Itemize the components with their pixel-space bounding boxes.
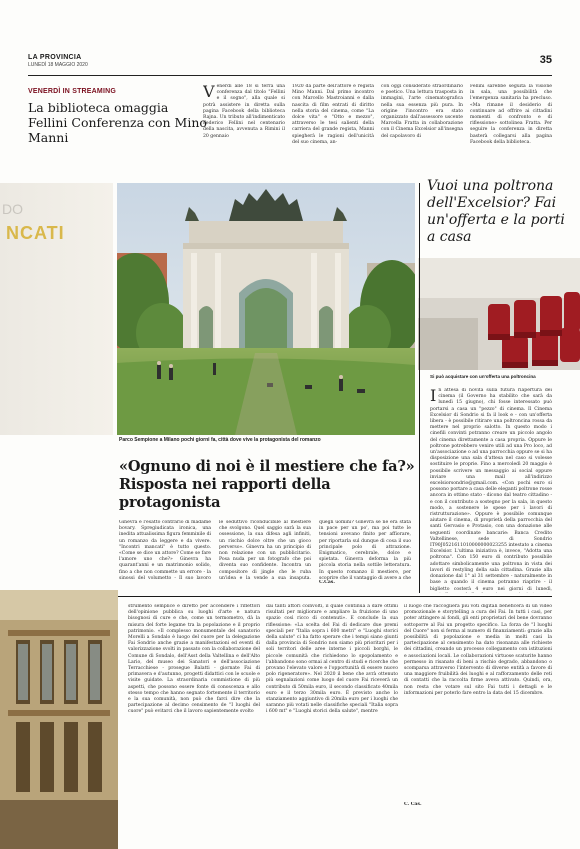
bottom-story-col-2: dai tanti attori coinvolti, il quale continua a dare ottimi risultati per migliorare e ampliare la fruizione di uno spazio così ricco di contenuti». E conclude la sua riflessione: «La scelta del Fai di dedicare due premi speciali per "Italia sopra i 600 metri" e "Luoghi storici della salute" ci ha fatto sperare che i tempi siano giunti dalla provincia di Sondrio non siamo più prioritari per i soli territori delle aree interne i piccoli borghi, le piccole comunità che richiedono lo spopolamento e l'abbandono sono ormai al centro di studi e ricerche che provano l'elevato valore e l'opportunità di essere nuovo polo rigeneratore». Nel 2020 il bene che avrà ottenuto più segnalazioni come luogo del cuore Fai riceverà un contributo di 50mila euro, il secondo classificato 40mila euro e il terzo 30mila euro. È previsto anche lo stanziamento aggiuntivo di 20mila euro per i luoghi che saranno più votati nelle classifiche speciali "Italia sopra i 600 mt" e "Luoghi storici della salute", mentre bbox=[266, 604, 398, 715]
dropcap-i: I bbox=[430, 388, 437, 405]
photo-caption: Parco Sempione a Milano pochi giorni fa, città dove vive la protagonista del romanzo bbox=[119, 437, 321, 443]
top-story-col-1 bbox=[203, 84, 285, 170]
cropped-text-fragment: DO bbox=[2, 201, 23, 217]
top-story-kicker: VENERDÌ IN STREAMING bbox=[28, 88, 117, 95]
sidebar-photo-caption: Si può acquistare con un'offerta una poltroncina bbox=[430, 374, 536, 379]
column-rule bbox=[419, 183, 420, 593]
sidebar-body bbox=[430, 388, 552, 593]
arch-of-peace-photo bbox=[117, 183, 415, 435]
top-story-col-1-text: enerdì alle 18 si terrà una conferenza dal titolo "Fellini e il sogno", alla quale si potrà assistere in diretta sulla pagina Facebook della biblioteca Rajna. Un tributo all'indimenticato Federico Fellini nel centenario della nascita, avvenuta a Rimini il 20 gennaio bbox=[203, 84, 285, 139]
paper-name: LA PROVINCIA bbox=[28, 54, 82, 61]
page-number: 35 bbox=[539, 54, 552, 66]
sanatorium-illustration bbox=[0, 590, 118, 849]
cropped-title-fragment: NCATI bbox=[6, 223, 65, 243]
dropcap-v: V bbox=[203, 84, 215, 101]
section-rule bbox=[118, 596, 552, 597]
sidebar-body-text: n attesa di novità sulla futura riapertura dei cinema (il Governo ha stabilito che sarà da lunedì 15 giugno), chi fosse interessato può portarsi a casa un "pezzo" di cinema. Il Cinema Excelsior di Sondrio si fa il look e - con un'offerta libera - è possibile ritirare una poltroncina rossa da mettere nel proprio salotto. In questo modo i cinefili convinti potranno creare un piccolo angolo del cinema direttamente a casa propria. Oppure le poltrone potrebbero venire utili ad una Pro loco, ad un'associazione o ad una parrocchia oppure se si ha disposizione una sala d'attesa nel caso si volesse sostituire le proprie. Fino a mercoledì 20 maggio è possibile scrivere un messaggio ai social oppure inviare una mail all'indirizzo excelsiorsondrio@gmail.com. «Con pochi euro si possono portare a casa delle eleganti poltrone rosse ancora in ottimo stato - dicono dal teatro cittadino - e con il contributo a sostegno per la sala, in questo modo, a sostenere le spese per i lavori di ristrutturazione». Oppure è possibile comunque aiutare il cinema, di proprietà della parrocchia del santi Gervasio e Protasio, con una donazione alle seguenti coordinate bancarie: Banca Credito Valtellinese, sede di Sondrio IT90J0521611010000000023255 intestato a cinema Excelsior. L'ultima iniziativa è, invece, "Adotta una poltrona". Con 150 euro di contributo possibile adottare simbolicamente una poltrona in vista dei lavori di restyling della sala cittadina. Grazie alla donazione dal 1° al 31 settembre - naturalmente in base a quando il cinema potranno riaprire - il biglietto costerà 4 euro nei giorni di lunedì, bbox=[430, 388, 552, 592]
main-story-col-3-text: quegli uomini? Ginevra se ne era stata in pace per un po', ma poi tutte le tensioni avevano finito per affiorare, per riportarla sul dunque di cosa il suo principale polo di attrazione. Enigmatico, cerebrale, dolce e spietata. Ginevra deforma la più piccola storia nella sottile letteratura. In questo romanzo il mestiere, per scoprire che il vantaggio di avere a che bbox=[319, 520, 411, 580]
issue-date: LUNEDÌ 18 MAGGIO 2020 bbox=[28, 62, 88, 68]
park-photo-illustration bbox=[117, 183, 415, 435]
main-story-col-3 bbox=[319, 520, 411, 580]
top-story-headline: La biblioteca omaggia Fellini Conferenza con Mino Manni bbox=[28, 100, 207, 145]
main-story-col-1: Ginevra è l'esatto contrario di madame bovary. Spregiudicata ironica, una inedita attualissima figura femminile di un romanzo da leggere e da vivere. "Incontri mancati" è tutto questo. «Come se dice un attore? Come se fare l'amore uno che?» Ginevra ha quarant'anni e un matrimonio solido, fino a che non commette un errore - la sinossi del volumetto - Il suo lavoro bbox=[119, 520, 211, 580]
top-story-col-2: 1920 da parte dell'attore e regista Mino Manni. Dal primo incontro con Marcello Mastroianni e dalla nascita di film entrati di diritto nella storia del cinema, come "La dolce vita" e "Otto e mezzo", attraverso le tesi salienti della carriera del grande regista, Manni spiegherà le ragioni dell'unicità del suo cinema, an- bbox=[292, 84, 374, 145]
bottom-story-col-1: strumento semplice e diretto per accendere i riflettori dell'opinione pubblica su luoghi d'arte e natura bisognosi di cure e che, come un termometro, dà la misura del forte legame tra la popolazione e il proprio patrimonio. «Il complesso monumentale del sanatorio Morelli a Sondalo è luogo del cuore per la delegazione Fai Sondrio anche grazie a manifestazioni ed eventi di valorizzazione svolti in passato con la collaborazione del Comune di Sondalo, dell'Asst della Valtellina e dell'Alto Lario, del museo dei Sanatori e dell'associazione Terracchiese - prosegue Balatti - giornate Fai di primavera e d'autunno, progetti didattici con le scuole e visite guidate. La straordinaria commistione di più aspetti, che possono essere fonte di conoscenza e allo stesso tempo che hanno segnato fortemente il territorio e la sua comunità, non può che farci dire che la partecipazione al decimo censimento de "I luoghi del cuore" può evitarci che il lavoro sapientemente svolto bbox=[128, 604, 260, 715]
sidebar-headline: Vuoi una poltrona dell'Excelsior? Fai un'offerta e la porti a casa bbox=[427, 178, 565, 245]
main-story-signature: C.Cas. bbox=[319, 580, 335, 585]
main-story-col-2: le seduttivo riconducibile al mestiere che svolgono. Quel saggio sarà la sua ossessione, la sua difesa agli infiniti, un rischio dolce oltre che un gioco perverso». Ginevra ha un principio di non relazione con un pubblicitario. Posa nuda per un fotografo che poi diventa suo confidente. Incontra un compositore di jingle che le ruba un'idea e la vende a sua insaputa. bbox=[219, 520, 311, 580]
bottom-story-col-3: il luogo che raccoglierà più voti digitali beneficerà di un video promozionale e storytelling a cura del Fai. In tutti i casi, per poter attingere ai fondi, gli enti proprietari del bene dovranno sottoporre al Fai un progetto specifico. La forza de "I luoghi del Cuore" non si ferma al numero di finanziamenti: grazie alla possibilità di popolazione e media in molti casi la partecipazione al censimento ha dato risonanza alle richieste dei cittadini, creando un processo collegamento con istituzioni e associazioni locali. Le collaborazioni virtuose scaturite hanno permesso in risanato di beni a rischio degrado, abbandono o scomparsa attraverso l'intervento di diverse entità a favore di una maggiore fruibilità dei luoghi e al rafforzamento delle reti di contatti che la raccolta firme aveva attivato. Quindi, ora, non resta che votare sul sito Fai tutti i dettagli e le informazioni per poterlo fare entro la data del 15 dicembre. bbox=[404, 604, 552, 696]
red-seats-illustration bbox=[418, 258, 580, 370]
masthead bbox=[28, 54, 552, 76]
top-story-col-3: con oggi considerato straordinario e poetico. Una lettura trasposta in immagini, l'arte cinematografica nella sua essenza più pura. In origine l'incontro era stato organizzato dall'assessore uscente Marcella Fratta in collaborazione con il Cinema Excelsior all'insegna del capolavoro di bbox=[381, 84, 463, 139]
top-story-col-4: Fellini sarebbe seguita la visione in sala, una possibilità che l'emergenza sanitaria ha precluso. «Ma rimane il desiderio di continuare ad offrire ai cittadini momenti di confronto e di riflessione» sottolinea Fratta. Per seguire la conferenza in diretta basterà collegarsi alla pagina Facebook della biblioteca. bbox=[470, 84, 552, 145]
adjacent-page-strip bbox=[0, 183, 113, 435]
main-story-headline: «Ognuno di noi è il mestiere che fa?» Risposta nei rapporti della protagonista bbox=[119, 458, 415, 511]
sanatorium-photo bbox=[0, 590, 118, 849]
bottom-story-signature: C. Cas. bbox=[404, 802, 422, 807]
cinema-seats-photo bbox=[418, 258, 580, 370]
